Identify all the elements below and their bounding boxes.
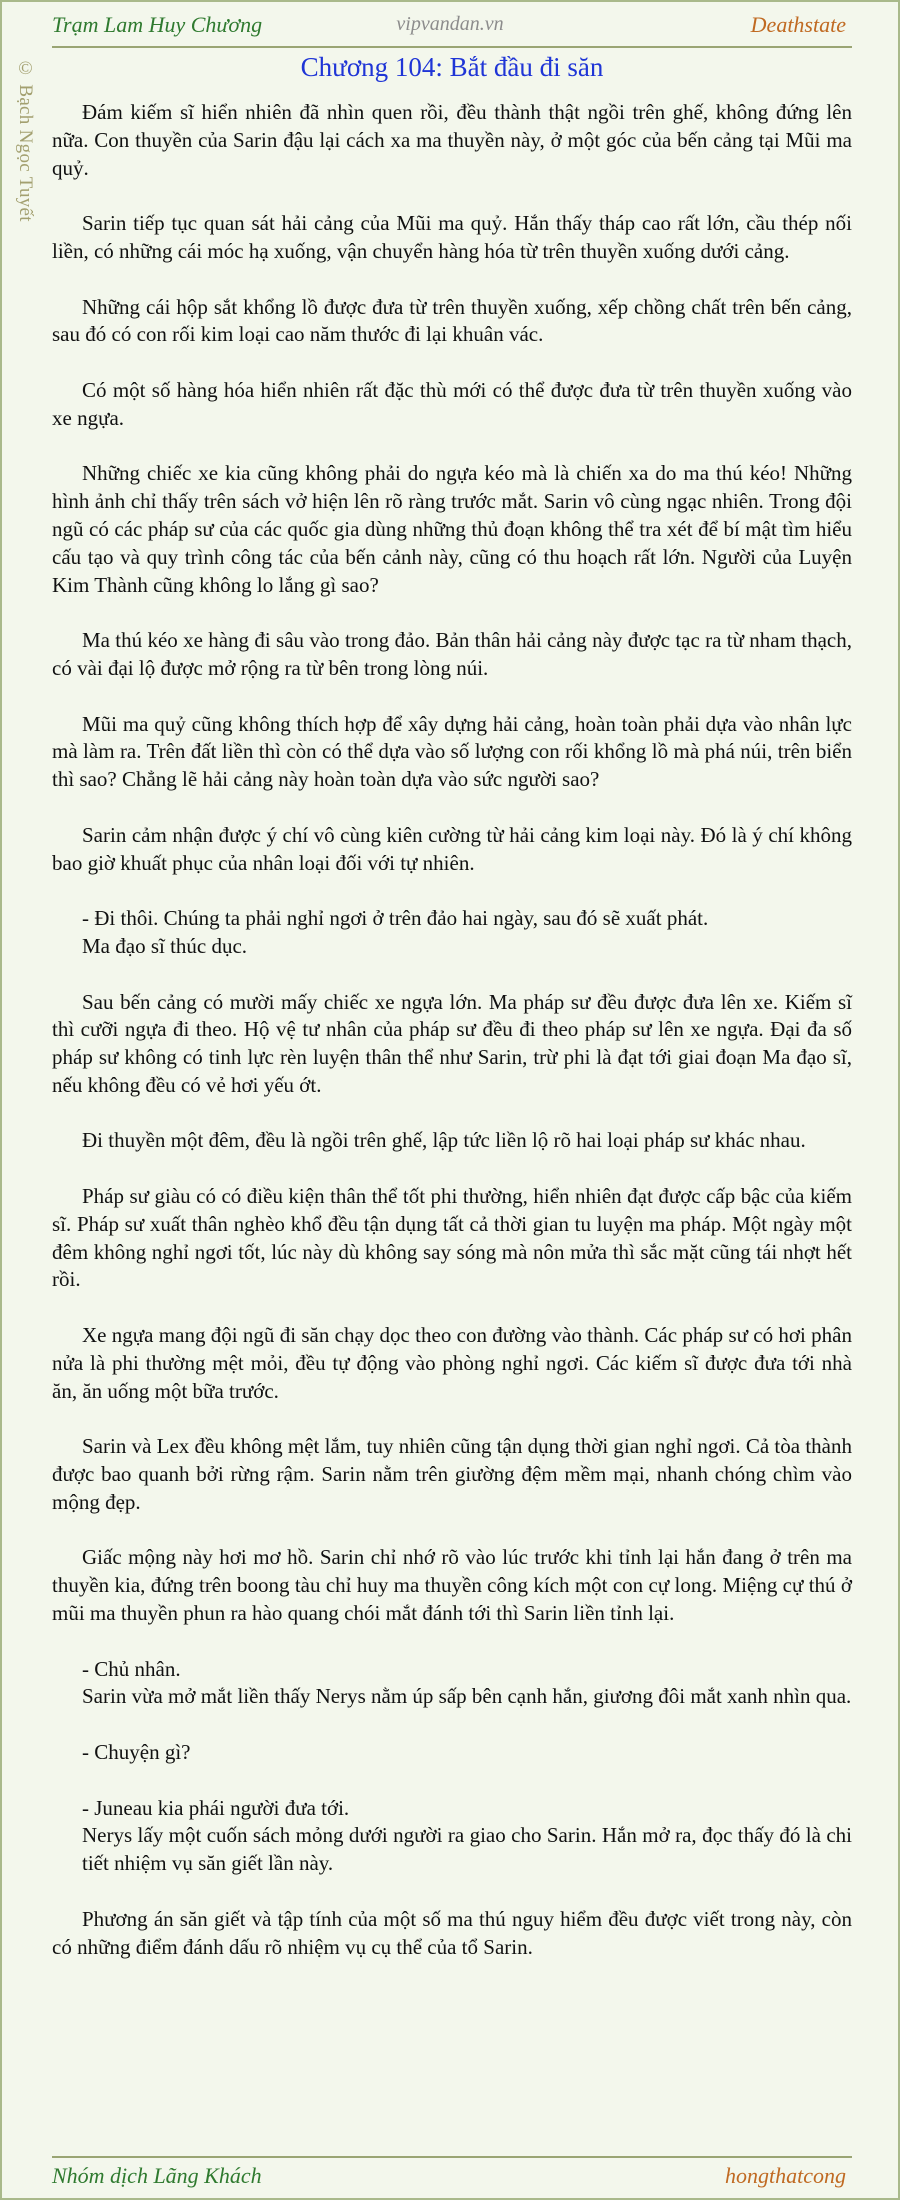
paragraph: Ma đạo sĩ thúc dục. xyxy=(82,933,248,958)
dialogue-line: - Đi thôi. Chúng ta phải nghỉ ngơi ở trên đảo hai ngày, sau đó sẽ xuất phát. xyxy=(82,906,709,931)
paragraph: Có một số hàng hóa hiển nhiên rất đặc thù mới có thể được đưa từ trên thuyền xuống vào xe ngựa. xyxy=(52,377,852,430)
paragraph: Phương án săn giết và tập tính của một số ma thú nguy hiểm đều được viết trong này, còn có những điểm đánh dấu rõ nhiệm vụ cụ thể của tổ Sarin. xyxy=(52,1906,852,1959)
translation-group: Nhóm dịch Lãng Khách xyxy=(52,2163,262,2188)
paragraph: Pháp sư giàu có có điều kiện thân thể tốt phi thường, hiển nhiên đạt được cấp bậc của kiếm sĩ. Pháp sư xuất thân nghèo khổ đều tận dụng tất cả thời gian tu luyện ma pháp. Một ngày một đêm không nghỉ ngơi tốt, lúc này dù không say sóng mà nôn mửa thì sắc mặt cũng tái nhợt hết rồi. xyxy=(52,1184,852,1292)
dialogue-line: - Juneau kia phái người đưa tới. xyxy=(82,1795,350,1820)
chapter-title: Chương 104: Bắt đầu đi săn xyxy=(300,52,604,82)
header-tag: Deathstate xyxy=(750,12,846,37)
paragraph: Sarin tiếp tục quan sát hải cảng của Mũi ma quỷ. Hắn thấy tháp cao rất lớn, cầu thép nối liền, có những cái móc hạ xuống, vận chuyển hàng hóa từ trên thuyền xuống dưới cảng. xyxy=(52,211,852,263)
page-header xyxy=(2,2,898,46)
book-title: Trạm Lam Huy Chương xyxy=(52,12,263,37)
paragraph: Những chiếc xe kia cũng không phải do ngựa kéo mà là chiến xa do ma thú kéo! Những hình ảnh chỉ thấy trên sách vở hiện lên rõ ràng trước mắt. Sarin vô cùng ngạc nhiên. Trong đội ngũ có các pháp sư của các quốc gia dùng những thủ đoạn không thể tra xét để bí mật tìm hiểu cấu tạo và quy trình công tác của bến cảnh này, cũng có thu hoạch rất lớn. Người của Luyện Kim Thành cũng không lo lắng gì sao? xyxy=(52,461,852,597)
header-divider xyxy=(52,46,852,48)
paragraph: Nerys lấy một cuốn sách mỏng dưới người ra giao cho Sarin. Hắn mở ra, đọc thấy đó là chi tiết nhiệm vụ săn giết lần này. xyxy=(82,1823,852,1876)
paragraph: Sarin vừa mở mắt liền thấy Nerys nằm úp sấp bên cạnh hắn, giương đôi mắt xanh nhìn qua. xyxy=(82,1684,852,1709)
paragraph: Sarin và Lex đều không mệt lắm, tuy nhiên cũng tận dụng thời gian nghỉ ngơi. Cả tòa thành được bao quanh bởi rừng rậm. Sarin nằm trên giường đệm mềm mại, nhanh chóng chìm vào mộng đẹp. xyxy=(52,1434,852,1514)
paragraph: Sau bến cảng có mười mấy chiếc xe ngựa lớn. Ma pháp sư đều được đưa lên xe. Kiếm sĩ thì cưỡi ngựa đi theo. Hộ vệ tư nhân của pháp sư đều đi theo pháp sư lên xe ngựa. Đại đa số pháp sư không có tinh lực rèn luyện thân thể như Sarin, trừ phi là đạt tới giai đoạn Ma đạo sĩ, nếu không đều có vẻ hơi yếu ớt. xyxy=(52,989,852,1097)
paragraph: Đi thuyền một đêm, đều là ngồi trên ghế, lập tức liền lộ rõ hai loại pháp sư khác nhau. xyxy=(82,1128,806,1153)
chapter-body xyxy=(52,99,852,1989)
site-name: vipvandan.vn xyxy=(396,13,504,35)
paragraph: Xe ngựa mang đội ngũ đi săn chạy dọc theo con đường vào thành. Các pháp sư có hơi phân nửa là phi thường mệt mỏi, đều tự động vào phòng nghỉ ngơi. Các kiếm sĩ được đưa tới nhà ăn, ăn uống một bữa trước. xyxy=(52,1323,852,1403)
copyright-note: © Bạch Ngọc Tuyết xyxy=(15,58,36,222)
paragraph: Mũi ma quỷ cũng không thích hợp để xây dựng hải cảng, hoàn toàn phải dựa vào nhân lực mà làm ra. Trên đất liền thì còn có thể dựa vào số lượng con rối khổng lồ mà phá núi, trên biển thì sao? Chẳng lẽ hải cảng này hoàn toàn dựa vào sức người sao? xyxy=(52,711,852,792)
dialogue-line: - Chủ nhân. xyxy=(82,1656,181,1681)
footer-divider xyxy=(52,2156,852,2158)
paragraph: Những cái hộp sắt khổng lồ được đưa từ trên thuyền xuống, xếp chồng chất trên bến cảng, sau đó có con rối kim loại cao năm thước đi lại khuân vác. xyxy=(52,294,852,347)
paragraph: Ma thú kéo xe hàng đi sâu vào trong đảo. Bản thân hải cảng này được tạc ra từ nham thạch, có vài đại lộ được mở rộng ra từ bên trong lòng núi. xyxy=(52,628,852,680)
paragraph: Giấc mộng này hơi mơ hồ. Sarin chỉ nhớ rõ vào lúc trước khi tỉnh lại hắn đang ở trên ma thuyền kia, đứng trên boong tàu chỉ huy ma thuyền công kích một con cự long. Miệng cự thú ở mũi ma thuyền phun ra hào quang chói mắt đánh tới thì Sarin liền tỉnh lại. xyxy=(52,1545,852,1626)
translator-name: hongthatcong xyxy=(725,2163,846,2188)
paragraph: Sarin cảm nhận được ý chí vô cùng kiên cường từ hải cảng kim loại này. Đó là ý chí không bao giờ khuất phục của nhân loại đối với tự nhiên. xyxy=(52,822,852,875)
paragraph: Đám kiếm sĩ hiển nhiên đã nhìn quen rồi, đều thành thật ngồi trên ghế, không đứng lên nữa. Con thuyền của Sarin đậu lại cách xa ma thuyền này, ở một góc của bến cảng tại Mũi ma quỷ. xyxy=(52,100,852,180)
dialogue-line: - Chuyện gì? xyxy=(82,1740,191,1765)
